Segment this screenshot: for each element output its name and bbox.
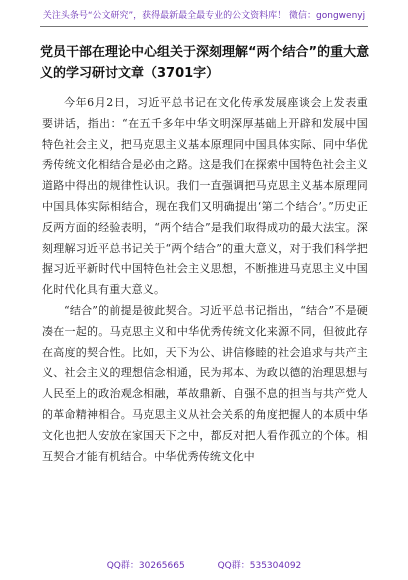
footer-qq-group-2: QQ群：535304092: [217, 561, 302, 571]
paragraph: 今年6月2日，习近平总书记在文化传承发展座谈会上发表重要讲话，指出：“在五千多年中华文明深厚基础上开辟和发展中国特色社会主义，把马克思主义基本原理同中国具体实际、同中华优秀传统文化相结合是必由之路。这是我们在探索中国特色社会主义道路中得出的规律性认识。我们一直强调把马克思主义基本原理同中国具体实际相结合，现在我们又明确提出‘第二个结合’。”历史正反两方面的经验表明，“两个结合”是我们取得成功的最大法宝。深刻理解习近平总书记关于“两个结合”的重大意义，对于我们科学把握习近平新时代中国特色社会主义思想，不断推进马克思主义中国化时代化具有重大意义。: [42, 96, 368, 297]
footer-contacts: [0, 558, 408, 571]
document-title: 党员干部在理论中心组关于深刻理解“两个结合”的重大意义的学习研讨文章（3701字）: [40, 45, 370, 81]
header-notice: 关注头条号“公文研究”，获得最新最全最专业的公文资料库！ 微信：gongwenyj: [42, 11, 366, 21]
footer-qq-group-1: QQ群：30265665: [106, 561, 185, 571]
paragraph: “结合”的前提是彼此契合。习近平总书记指出，“结合”不是硬凑在一起的。马克思主义和中华优秀传统文化来源不同，但彼此存在高度的契合性。比如，天下为公、讲信修睦的社会追求与共产主义、社会主义的理想信念相通，民为邦本、为政以德的治理思想与人民至上的政治观念相融，革故鼎新、自强不息的担当与共产党人的革命精神相合。马克思主义从社会关系的角度把握人的本质中华文化也把人安放在家国天下之中，都反对把人看作孤立的个体。相互契合才能有机结合。中华优秀传统文化中: [42, 303, 368, 463]
header-divider: [40, 26, 368, 27]
document-body: [42, 93, 368, 467]
